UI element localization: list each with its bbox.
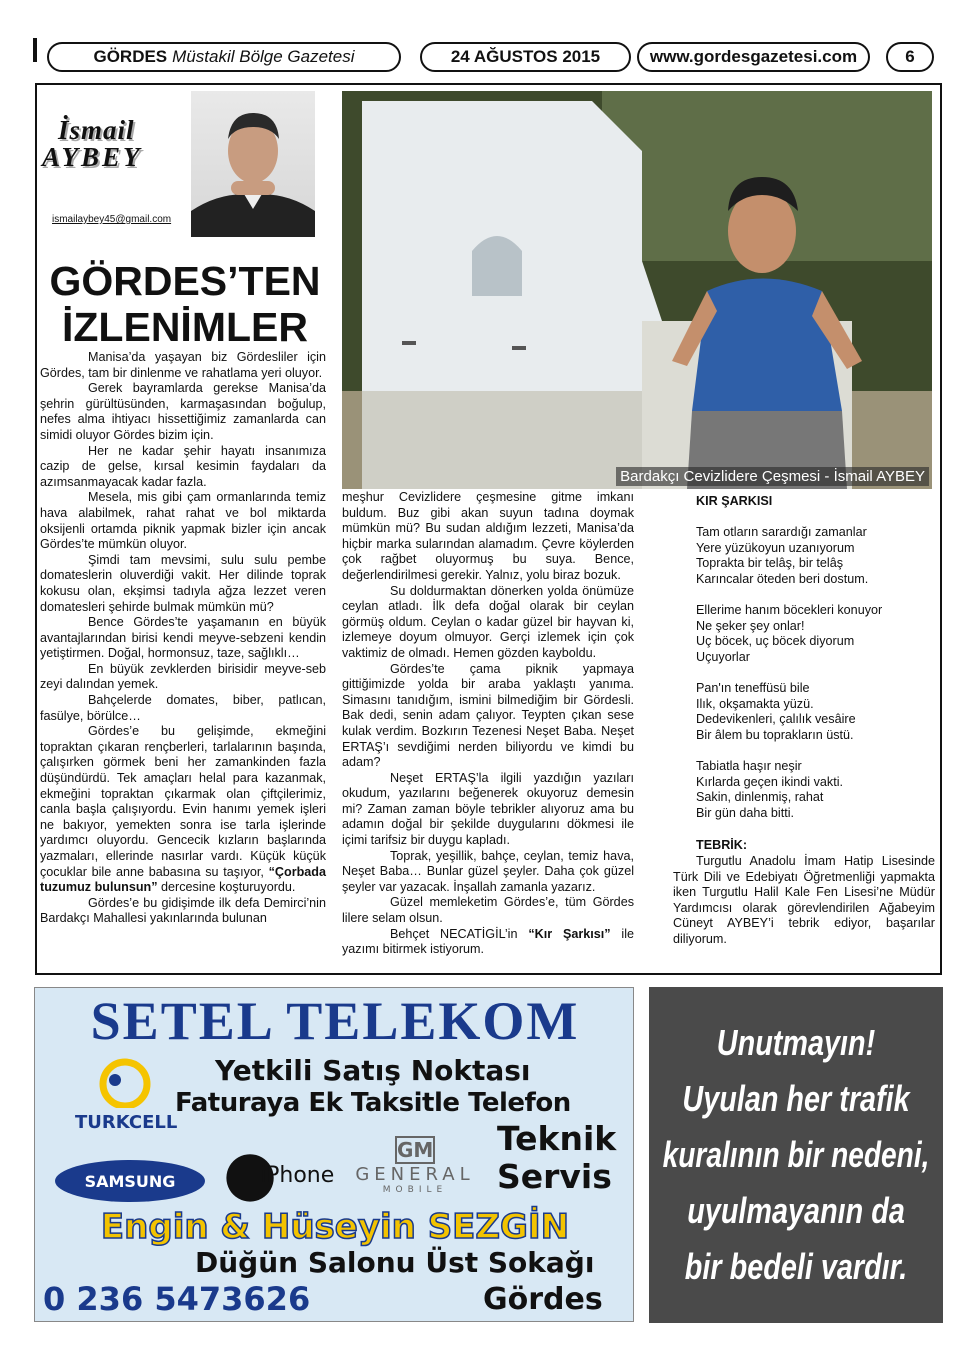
- ad-line-1: Yetkili Satış Noktası: [215, 1054, 531, 1087]
- poem-line: Ilık, okşamakta yüzü.: [696, 696, 814, 711]
- congrats-notice: [673, 838, 935, 947]
- fountain-photo-image: [342, 91, 932, 489]
- paper-name-pill: [47, 42, 401, 72]
- paragraph: meşhur Cevizlidere çeşmesine gitme imkanı buldum. Buz gibi akan suyun tadına doymak mümkün mü? Bu sudan aldığım lezzeti, Manisa’da hiçbir marka sularından alamadım. Çevre köylerden çok rağbet oluyormuş bu suya. Bence, değerlendirilmesi gerekir. Yalnız, yolu biraz bozuk.: [342, 490, 634, 582]
- service-line-2: Servis: [497, 1157, 612, 1196]
- poem: [673, 494, 935, 821]
- article-title: [40, 258, 330, 350]
- gm-label: GM: [397, 1138, 434, 1162]
- paragraph-text: dercesine koşturuyordu.: [157, 880, 296, 895]
- paragraph-text: Behçet NECATİGİL’in: [390, 926, 529, 941]
- paragraph: Su doldurmaktan dönerken yolda önümüze ceylan atladı. İlk defa doğal olarak bir ceylan görmüş oldum. Ceylan o kadar güzel bir hayvan ki, izlemeye doyum olmuyor. Gerçi izlemek için çok vaktimiz de olmadı. Hemen gözden kayboldu.: [342, 583, 634, 660]
- paragraph: [40, 724, 326, 896]
- poem-line: Pan'ın teneffüsü bile: [696, 681, 810, 696]
- article-column-3: [673, 494, 935, 948]
- paragraph-text: ile yazımı bitirmek istiyorum.: [342, 926, 634, 957]
- article-column-2: [342, 490, 634, 958]
- setel-telekom-ad: [34, 987, 634, 1322]
- paragraph: Gerek bayramlarda gerekse Manisa’da şehrin gürültüsünden, karmaşasından boğulup, nefes alma ihtiyacı hissettiğimiz zamanlarda can simidi oluyor Gördes bizim için.: [40, 381, 326, 442]
- paragraph: Mesela, mis gibi çam ormanlarında temiz hava alabilmek, rahat rahat ve bol miktarda oksijenli ortamda piknik yapmak bizler için ancak Gördes’te mümkün oluyor.: [40, 490, 326, 552]
- poem-stanza: [673, 525, 935, 587]
- turkcell-logo-icon: [75, 1058, 175, 1108]
- main-photo: [342, 91, 932, 489]
- poem-line: Toprakta bir telâş, bir telâş: [696, 556, 843, 571]
- poem-line: Bir gün daha bitti.: [696, 805, 795, 820]
- paragraph: [342, 927, 634, 958]
- poem-line: Karıncalar öteden beri dostum.: [696, 571, 869, 586]
- poem-line: Bir âlem bu toprakların üstü.: [696, 727, 854, 742]
- poem-stanza: [673, 681, 935, 743]
- apple-icon: ●: [223, 1136, 278, 1209]
- article-column-1: [40, 350, 326, 927]
- author-name: [42, 117, 192, 171]
- header-mark: [33, 38, 37, 62]
- poem-line: Yere yüzükoyun uzanıyorum: [696, 540, 855, 555]
- service-label: [497, 1120, 616, 1196]
- samsung-logo: [55, 1160, 205, 1202]
- traffic-psa: [649, 987, 943, 1323]
- author-portrait-image: [191, 91, 315, 237]
- photo-caption: Bardakçı Cevizlidere Çeşmesi - İsmail AYBEY: [616, 467, 929, 486]
- paper-subtitle: Müstakil Bölge Gazetesi: [172, 47, 355, 66]
- poem-line: Ne şeker şey onlar!: [696, 618, 805, 633]
- poem-line: Dedevikenleri, çalılık vesâire: [696, 712, 856, 727]
- author-last-name: AYBEY: [42, 142, 143, 172]
- paragraph: Bahçelerde domates, biber, patlıcan, fasülye, börülce…: [40, 693, 326, 723]
- quote-text: “Çorbada tuzumuz bulunsun”: [40, 864, 326, 895]
- author-photo: [191, 91, 315, 237]
- ad-address: Düğün Salonu Üst Sokağı: [195, 1246, 595, 1279]
- psa-line: bir bedeli vardır.: [684, 1246, 908, 1287]
- samsung-label: SAMSUNG: [84, 1171, 176, 1191]
- paragraph: Bence Gördes’te yaşamanın en büyük avantajlarından birisi kendi meyve-sebzeni kendin yetiştirmen. Doğal, hormonsuz, taze, sağlıklı…: [40, 615, 326, 661]
- general-label: GENERAL: [355, 1164, 475, 1185]
- title-line-2: İZLENİMLER: [62, 304, 308, 350]
- author-email[interactable]: ismailaybey45@gmail.com: [52, 214, 172, 225]
- paragraph: Şimdi tam mevsimi, sulu sulu pembe domateslerin oluverdiği vakit. Her dilinde toprak kokusu olan, ekşimsi tadıyla ağza lezzet veren domatesleri şehirde bulmak mümkün mü?: [40, 552, 326, 614]
- title-line-1: GÖRDES’TEN: [49, 258, 321, 304]
- paragraph-text: Gördes’e bu gelişimde, ekmeğini topraktan çıkaran rençberleri, tarlalarının başında, çalışırken görmek beni her zamankinden fazla düşündürdü. Tek amaçları helal para kazanmak, ekmeğini topraktan çıkarmak olan çiftçilerimiz, canla başla çalışıyordu. Evin hanımı yemek işleri ne bakıyor, yemekten sonra ise tarla işlerinde yardımcı oluyordu. Gencecik kızların başlarında yazmaları, ellerinde nasırlar vardı. Küçük küçük çocuklar bile anne babasına su taşıyor,: [40, 724, 326, 879]
- paragraph: Her ne kadar şehir hayatı insanımıza cazip de gelse, kırsal kesimin faydaları da azımsanmayacak kadar fazla.: [40, 443, 326, 489]
- paragraph: Gördes’e bu gidişimde ilk defa Demirci’nin Bardakçı Mahallesi yakınlarında bulunan: [40, 895, 326, 926]
- poem-line: Uç böcek, uç böcek diyorum: [696, 634, 855, 649]
- poem-title-ref: “Kır Şarkısı”: [528, 926, 611, 941]
- paragraph: Neşet ERTAŞ’la ilgili yazdığın yazıları okudum, yazılarını beğenerek okuyoruz demesin mi? Zaman zaman böyle tebrikler alıyoruz ama bu adamın doğal bir şekilde duygularını dökmesi ile içimi tarifsiz bir duygu kapladı.: [342, 770, 634, 848]
- paragraph: En büyük zevklerden birisidir meyve-seb zeyi dalından yemek.: [40, 661, 326, 692]
- poem-stanza: [673, 603, 935, 665]
- poem-stanza: [673, 759, 935, 821]
- turkcell-logo: [75, 1058, 195, 1138]
- psa-line: kuralının bir nedeni,: [662, 1134, 930, 1175]
- page-number: 6: [886, 42, 934, 72]
- page-header: [33, 38, 943, 74]
- congrats-title: TEBRİK:: [696, 838, 748, 853]
- paragraph: Gördes’te çama piknik yapmaya gittiğimizde yolda bir araba yaklaştı yanıma. Simasını tanıdığım, ismini bilmediğim bir Gördesli. Bak dedi, senin adam çalıyor. Teypten çıkan sese kulak verdim. Bozkırın Tezenesi Neşet Baba. Neşet ERTAŞ’ı sevdiğimi nerden biliyordu ve kimdi bu adam?: [342, 661, 634, 770]
- general-mobile-logo: [335, 1136, 495, 1195]
- congrats-text: Turgutlu Anadolu İmam Hatip Lisesinde Türk Dili ve Edebiyatı Öğretmenliği yapmakta iken Turgutlu Halil Kale Fen Lisesi’ne Müdür Yardımcısı olarak görevlendirilen Ağabeyim Cüneyt AYBEY’i tebrik ediyor, başarılar diliyorum.: [673, 854, 935, 947]
- poem-line: Kırlarda geçen ikindi vakti.: [696, 774, 843, 789]
- psa-line: Unutmayın!: [716, 1022, 876, 1063]
- psa-line: Uyulan her trafik: [682, 1078, 910, 1119]
- service-line-1: Teknik: [497, 1119, 617, 1158]
- paper-name: GÖRDES: [93, 47, 168, 66]
- turkcell-label: TURKCELL: [75, 1112, 178, 1133]
- website-link[interactable]: www.gordesgazetesi.com: [637, 42, 870, 72]
- ad-town: Gördes: [483, 1282, 603, 1317]
- iphone-label: iPhone: [260, 1163, 335, 1188]
- paragraph: Toprak, yeşillik, bahçe, ceylan, temiz hava, Neşet Baba… Bunlar güzel şeyler. Daha çok güzel şeyler var yazacak. İnşallah zamanla yazarız.: [342, 848, 634, 894]
- paragraph: Manisa’da yaşayan biz Gördesliler için Gördes, tam bir dinlenme ve rahatlama yeri oluyor.: [40, 350, 326, 380]
- ad-owners: Engin & Hüseyin SEZGİN: [100, 1207, 570, 1247]
- ad-phone: 0 236 5473626: [43, 1280, 311, 1318]
- ad-brand: SETEL TELEKOM: [90, 991, 580, 1051]
- author-first-name: İsmail: [58, 115, 135, 145]
- poem-line: Tam otların sarardığı zamanlar: [696, 525, 867, 540]
- paragraph: Güzel memleketim Gördes’e, tüm Gördes lilere selam olsun.: [342, 895, 634, 926]
- poem-line: Tabiatla haşır neşir: [696, 759, 802, 774]
- poem-line: Sakin, dinlenmiş, rahat: [696, 790, 824, 805]
- poem-line: Uçuyorlar: [696, 649, 750, 664]
- psa-line: uyulmayanın da: [687, 1190, 905, 1231]
- issue-date: 24 AĞUSTOS 2015: [420, 42, 631, 72]
- ad-line-2: Faturaya Ek Taksitle Telefon: [175, 1088, 571, 1118]
- poem-title: KIR ŞARKISI: [696, 494, 773, 508]
- poem-line: Ellerime hanım böcekleri konuyor: [696, 603, 883, 618]
- mobile-label: MOBILE: [382, 1185, 448, 1195]
